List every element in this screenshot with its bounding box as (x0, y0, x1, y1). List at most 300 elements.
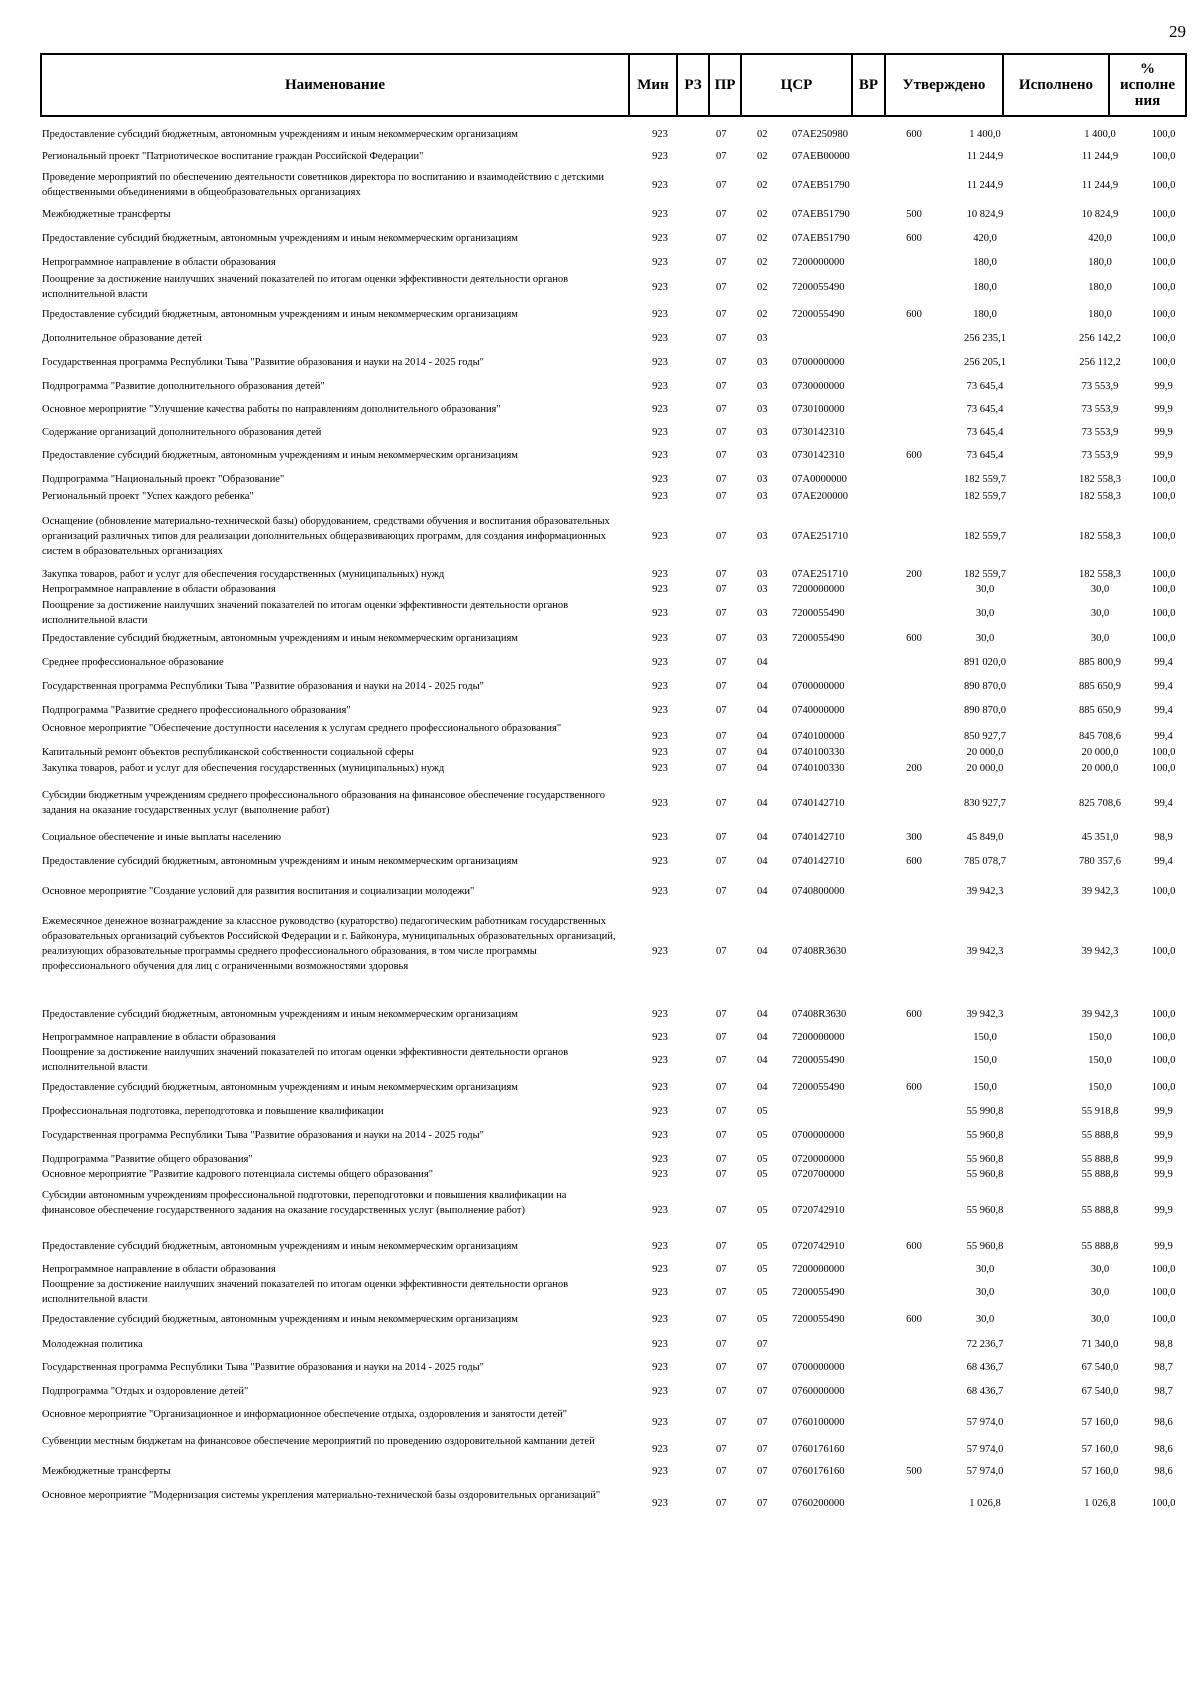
row-min: 923 (652, 1009, 668, 1020)
row-pr: 04 (757, 832, 768, 843)
row-pr: 02 (757, 180, 768, 191)
row-percent: 99,4 (1154, 856, 1173, 867)
row-percent: 100,0 (1151, 1287, 1176, 1298)
row-approved: 55 960,8 (966, 1169, 1004, 1180)
row-approved: 11 244,9 (966, 180, 1004, 191)
row-rz: 07 (716, 1169, 727, 1180)
row-executed: 57 160,0 (1081, 1417, 1119, 1428)
row-csr: 7200055490 (792, 282, 845, 293)
row-rz: 07 (716, 404, 727, 415)
row-pr: 04 (757, 1009, 768, 1020)
row-executed: 30,0 (1090, 608, 1110, 619)
row-approved: 180,0 (973, 282, 997, 293)
row-rz: 07 (716, 1498, 727, 1509)
row-rz: 07 (716, 209, 727, 220)
row-min: 923 (652, 1241, 668, 1252)
row-csr: 0740142710 (792, 798, 845, 809)
row-percent: 100,0 (1151, 474, 1176, 485)
row-min: 923 (652, 1055, 668, 1066)
row-executed: 30,0 (1090, 1287, 1110, 1298)
header-approved: Утверждено (885, 54, 1003, 116)
row-percent: 100,0 (1151, 180, 1176, 191)
row-percent: 98,9 (1154, 832, 1173, 843)
row-approved: 20 000,0 (966, 747, 1004, 758)
row-rz: 07 (716, 1130, 727, 1141)
row-approved: 182 559,7 (964, 569, 1006, 580)
row-pr: 04 (757, 856, 768, 867)
row-executed: 20 000,0 (1081, 763, 1119, 774)
row-csr: 0730000000 (792, 381, 845, 392)
row-percent: 100,0 (1151, 282, 1176, 293)
row-executed: 55 888,8 (1081, 1169, 1119, 1180)
header-percent (1109, 54, 1186, 116)
row-percent: 100,0 (1151, 1055, 1176, 1066)
row-rz: 07 (716, 491, 727, 502)
row-min: 923 (652, 1032, 668, 1043)
row-rz: 07 (716, 1106, 727, 1117)
row-rz: 07 (716, 333, 727, 344)
row-approved: 55 990,8 (966, 1106, 1004, 1117)
row-min: 923 (652, 427, 668, 438)
row-csr: 07408R3630 (792, 946, 847, 957)
row-rz: 07 (716, 282, 727, 293)
row-csr: 0730142310 (792, 427, 845, 438)
row-approved: 73 645,4 (966, 427, 1004, 438)
row-name: Государственная программа Республики Тыва "Развитие образования и науки на 2014 - 2025 годы" (42, 1362, 484, 1373)
row-vr: 500 (906, 1466, 922, 1477)
row-approved: 57 974,0 (966, 1444, 1004, 1455)
row-name: Предоставление субсидий бюджетным, автономным учреждениям и иным некоммерческим организациям (42, 1009, 518, 1020)
row-percent: 100,0 (1151, 309, 1176, 320)
row-executed: 30,0 (1090, 1314, 1110, 1325)
row-percent: 100,0 (1151, 763, 1176, 774)
row-rz: 07 (716, 1032, 727, 1043)
row-min: 923 (652, 681, 668, 692)
row-vr: 200 (906, 763, 922, 774)
row-rz: 07 (716, 1055, 727, 1066)
row-pr: 03 (757, 491, 768, 502)
row-min: 923 (652, 151, 668, 162)
row-min: 923 (652, 450, 668, 461)
row-pr: 02 (757, 309, 768, 320)
row-csr: 0760200000 (792, 1498, 845, 1509)
row-percent: 100,0 (1151, 946, 1176, 957)
row-csr: 7200000000 (792, 1032, 845, 1043)
row-name: Оснащение (обновление материально-технической базы) оборудованием, средствами обучения и воспитания образовательных организаций различных типов для реализации дополнительных общеразвивающих программ, для создания информационных систем в образовательных организациях (42, 516, 610, 557)
row-name: Среднее профессиональное образование (42, 657, 224, 668)
row-rz: 07 (716, 705, 727, 716)
header-pr: ПР (709, 54, 741, 116)
row-name: Основное мероприятие "Организационное и информационное обеспечение отдыха, оздоровления и занятости детей" (42, 1409, 568, 1420)
row-executed: 180,0 (1088, 309, 1112, 320)
row-name: Предоставление субсидий бюджетным, автономным учреждениям и иным некоммерческим организациям (42, 450, 518, 461)
row-csr: 07AE251710 (792, 569, 848, 580)
row-percent: 100,0 (1151, 608, 1176, 619)
page-number: 29 (1169, 22, 1186, 41)
row-min: 923 (652, 282, 668, 293)
row-csr: 07AEB51790 (792, 233, 850, 244)
row-executed: 67 540,0 (1081, 1362, 1119, 1373)
row-csr: 7200000000 (792, 1264, 845, 1275)
row-min: 923 (652, 491, 668, 502)
row-approved: 72 236,7 (966, 1339, 1004, 1350)
row-min: 923 (652, 1082, 668, 1093)
row-pr: 03 (757, 569, 768, 580)
row-name: Предоставление субсидий бюджетным, автономным учреждениям и иным некоммерческим организациям (42, 1241, 518, 1252)
row-csr: 7200000000 (792, 257, 845, 268)
row-min: 923 (652, 474, 668, 485)
row-rz: 07 (716, 1154, 727, 1165)
row-vr: 600 (906, 856, 922, 867)
row-min: 923 (652, 531, 668, 542)
row-vr: 600 (906, 129, 922, 140)
row-percent: 100,0 (1151, 1032, 1176, 1043)
row-rz: 07 (716, 180, 727, 191)
row-name: Предоставление субсидий бюджетным, автономным учреждениям и иным некоммерческим организациям (42, 1314, 518, 1325)
row-percent: 99,9 (1154, 1106, 1173, 1117)
row-min: 923 (652, 763, 668, 774)
row-vr: 600 (906, 450, 922, 461)
row-pr: 05 (757, 1130, 768, 1141)
row-approved: 785 078,7 (964, 856, 1006, 867)
row-approved: 890 870,0 (964, 681, 1006, 692)
row-name: Непрограммное направление в области образования (42, 584, 276, 595)
row-name: Предоставление субсидий бюджетным, автономным учреждениям и иным некоммерческим организациям (42, 1082, 518, 1093)
row-executed: 57 160,0 (1081, 1466, 1119, 1477)
row-name: Субвенции местным бюджетам на финансовое обеспечение мероприятий по проведению оздоровительной кампании детей (42, 1436, 595, 1447)
row-min: 923 (652, 798, 668, 809)
row-min: 923 (652, 569, 668, 580)
row-csr: 0740100330 (792, 747, 845, 758)
row-min: 923 (652, 633, 668, 644)
row-name: Государственная программа Республики Тыва "Развитие образования и науки на 2014 - 2025 годы" (42, 1130, 484, 1141)
header-rz: РЗ (677, 54, 709, 116)
row-percent: 100,0 (1151, 569, 1176, 580)
row-pr: 07 (757, 1386, 768, 1397)
row-executed: 57 160,0 (1081, 1444, 1119, 1455)
row-name: Межбюджетные трансферты (42, 1466, 171, 1477)
row-min: 923 (652, 886, 668, 897)
row-min: 923 (652, 832, 668, 843)
row-min: 923 (652, 1417, 668, 1428)
row-executed: 55 918,8 (1081, 1106, 1119, 1117)
row-min: 923 (652, 657, 668, 668)
row-pr: 03 (757, 404, 768, 415)
row-pr: 07 (757, 1444, 768, 1455)
row-percent: 99,9 (1154, 1169, 1173, 1180)
row-approved: 55 960,8 (966, 1130, 1004, 1141)
row-approved: 10 824,9 (966, 209, 1004, 220)
row-percent: 98,6 (1154, 1444, 1173, 1455)
row-rz: 07 (716, 427, 727, 438)
row-executed: 845 708,6 (1079, 731, 1121, 742)
row-approved: 30,0 (975, 1287, 995, 1298)
row-rz: 07 (716, 531, 727, 542)
row-executed: 1 026,8 (1084, 1498, 1116, 1509)
row-rz: 07 (716, 233, 727, 244)
row-pr: 03 (757, 474, 768, 485)
row-name: Профессиональная подготовка, переподготовка и повышение квалификации (42, 1106, 384, 1117)
header-executed: Исполнено (1003, 54, 1109, 116)
row-min: 923 (652, 1498, 668, 1509)
row-rz: 07 (716, 569, 727, 580)
row-min: 923 (652, 584, 668, 595)
row-name: Ежемесячное денежное вознаграждение за классное руководство (кураторство) педагогическим работникам государственных образовательных организаций субъектов Российской Федерации и г. Байконура, муниципальных образовательных организаций, реализующих образовательные программы среднего профессионального образования, в том числе программы профессионального обучения для лиц с ограниченными возможностями здоровья (42, 916, 616, 972)
row-name: Молодежная политика (42, 1339, 143, 1350)
row-name: Проведение мероприятий по обеспечению деятельности советников директора по воспитанию и взаимодействию с детскими общественными объединениями в общеобразовательных организациях (42, 172, 604, 198)
row-percent: 100,0 (1151, 747, 1176, 758)
row-csr: 7200055490 (792, 1055, 845, 1066)
row-name: Основное мероприятие "Развитие кадрового потенциала системы общего образования" (42, 1169, 434, 1180)
row-executed: 182 558,3 (1079, 491, 1121, 502)
row-name: Непрограммное направление в области образования (42, 1032, 276, 1043)
row-executed: 30,0 (1090, 584, 1110, 595)
row-percent: 100,0 (1151, 129, 1176, 140)
header-name: Наименование (41, 54, 629, 116)
row-min: 923 (652, 1106, 668, 1117)
row-pr: 05 (757, 1314, 768, 1325)
row-pr: 05 (757, 1241, 768, 1252)
row-vr: 600 (906, 1082, 922, 1093)
row-approved: 73 645,4 (966, 450, 1004, 461)
row-executed: 182 558,3 (1079, 569, 1121, 580)
row-min: 923 (652, 1287, 668, 1298)
row-rz: 07 (716, 1339, 727, 1350)
row-vr: 300 (906, 832, 922, 843)
row-executed: 73 553,9 (1081, 450, 1119, 461)
row-percent: 99,9 (1154, 1130, 1173, 1141)
row-percent: 99,9 (1154, 1241, 1173, 1252)
row-pr: 04 (757, 747, 768, 758)
row-vr: 200 (906, 569, 922, 580)
row-min: 923 (652, 1205, 668, 1216)
row-executed: 420,0 (1088, 233, 1112, 244)
row-csr: 7200055490 (792, 633, 845, 644)
row-approved: 57 974,0 (966, 1466, 1004, 1477)
row-name: Социальное обеспечение и иные выплаты населению (42, 832, 282, 843)
row-rz: 07 (716, 633, 727, 644)
row-executed: 39 942,3 (1081, 1009, 1119, 1020)
row-csr: 0760176160 (792, 1466, 845, 1477)
row-name: Подпрограмма "Отдых и оздоровление детей" (42, 1386, 249, 1397)
row-approved: 30,0 (975, 633, 995, 644)
row-name: Подпрограмма "Развитие дополнительного образования детей" (42, 381, 325, 392)
row-csr: 0730100000 (792, 404, 845, 415)
row-percent: 99,4 (1154, 731, 1173, 742)
row-pr: 05 (757, 1106, 768, 1117)
row-approved: 68 436,7 (966, 1362, 1004, 1373)
row-min: 923 (652, 209, 668, 220)
row-executed: 73 553,9 (1081, 427, 1119, 438)
row-rz: 07 (716, 1444, 727, 1455)
row-vr: 600 (906, 633, 922, 644)
row-executed: 11 244,9 (1081, 151, 1119, 162)
row-percent: 98,6 (1154, 1466, 1173, 1477)
row-pr: 03 (757, 381, 768, 392)
row-name: Закупка товаров, работ и услуг для обеспечения государственных (муниципальных) нужд (42, 569, 445, 580)
row-percent: 100,0 (1151, 151, 1176, 162)
row-percent: 100,0 (1151, 633, 1176, 644)
row-rz: 07 (716, 946, 727, 957)
row-rz: 07 (716, 856, 727, 867)
row-approved: 68 436,7 (966, 1386, 1004, 1397)
row-pr: 03 (757, 357, 768, 368)
row-approved: 30,0 (975, 608, 995, 619)
row-name: Подпрограмма "Национальный проект "Образование" (42, 474, 285, 485)
row-pr: 04 (757, 1032, 768, 1043)
row-rz: 07 (716, 1314, 727, 1325)
row-min: 923 (652, 180, 668, 191)
header-percent-word-2: ния (1134, 93, 1161, 109)
row-min: 923 (652, 1130, 668, 1141)
row-percent: 100,0 (1151, 584, 1176, 595)
row-approved: 55 960,8 (966, 1154, 1004, 1165)
row-name: Межбюджетные трансферты (42, 209, 171, 220)
row-approved: 11 244,9 (966, 151, 1004, 162)
row-percent: 99,9 (1154, 404, 1173, 415)
row-min: 923 (652, 747, 668, 758)
row-rz: 07 (716, 681, 727, 692)
row-csr: 07AEB51790 (792, 180, 850, 191)
row-percent: 99,9 (1154, 1205, 1173, 1216)
row-rz: 07 (716, 151, 727, 162)
row-vr: 600 (906, 233, 922, 244)
row-approved: 830 927,7 (964, 798, 1006, 809)
row-csr: 0720000000 (792, 1154, 845, 1165)
row-approved: 150,0 (973, 1055, 997, 1066)
row-approved: 30,0 (975, 584, 995, 595)
row-csr: 0740100330 (792, 763, 845, 774)
row-approved: 55 960,8 (966, 1241, 1004, 1252)
row-min: 923 (652, 404, 668, 415)
row-percent: 99,4 (1154, 657, 1173, 668)
row-csr: 07A0000000 (792, 474, 847, 485)
row-name: Основное мероприятие "Улучшение качества работы по направлениям дополнительного образования" (42, 404, 501, 415)
row-executed: 55 888,8 (1081, 1241, 1119, 1252)
row-percent: 99,4 (1154, 705, 1173, 716)
row-percent: 99,9 (1154, 1154, 1173, 1165)
row-pr: 05 (757, 1264, 768, 1275)
row-name: Предоставление субсидий бюджетным, автономным учреждениям и иным некоммерческим организациям (42, 856, 518, 867)
row-name: Закупка товаров, работ и услуг для обеспечения государственных (муниципальных) нужд (42, 763, 445, 774)
row-rz: 07 (716, 1287, 727, 1298)
row-rz: 07 (716, 1417, 727, 1428)
row-name: Предоставление субсидий бюджетным, автономным учреждениям и иным некоммерческим организациям (42, 233, 518, 244)
row-pr: 05 (757, 1287, 768, 1298)
row-executed: 150,0 (1088, 1032, 1112, 1043)
row-min: 923 (652, 1339, 668, 1350)
row-percent: 99,4 (1154, 681, 1173, 692)
row-rz: 07 (716, 381, 727, 392)
row-percent: 100,0 (1151, 1314, 1176, 1325)
row-approved: 891 020,0 (964, 657, 1006, 668)
row-rz: 07 (716, 1082, 727, 1093)
row-rz: 07 (716, 1362, 727, 1373)
row-percent: 100,0 (1151, 233, 1176, 244)
row-min: 923 (652, 731, 668, 742)
row-executed: 182 558,3 (1079, 531, 1121, 542)
row-csr: 0720742910 (792, 1205, 845, 1216)
row-vr: 600 (906, 309, 922, 320)
row-pr: 02 (757, 233, 768, 244)
row-approved: 39 942,3 (966, 946, 1004, 957)
row-executed: 256 142,2 (1079, 333, 1121, 344)
row-name: Непрограммное направление в области образования (42, 1264, 276, 1275)
row-approved: 39 942,3 (966, 886, 1004, 897)
row-csr: 07AE250980 (792, 129, 848, 140)
row-csr: 0700000000 (792, 681, 845, 692)
row-executed: 825 708,6 (1079, 798, 1121, 809)
row-rz: 07 (716, 450, 727, 461)
row-executed: 67 540,0 (1081, 1386, 1119, 1397)
row-executed: 780 357,6 (1079, 856, 1121, 867)
row-rz: 07 (716, 1241, 727, 1252)
row-rz: 07 (716, 832, 727, 843)
row-percent: 99,9 (1154, 450, 1173, 461)
row-name: Капитальный ремонт объектов республиканской собственности социальной сферы (42, 747, 414, 758)
row-pr: 05 (757, 1154, 768, 1165)
row-percent: 99,9 (1154, 427, 1173, 438)
header-percent-sign: % (1140, 61, 1155, 77)
row-name: Подпрограмма "Развитие среднего профессионального образования" (42, 705, 351, 716)
row-name: Основное мероприятие "Создание условий для развития воспитания и социализации молодежи" (42, 886, 475, 897)
row-executed: 71 340,0 (1081, 1339, 1119, 1350)
row-csr: 07AEB51790 (792, 209, 850, 220)
row-pr: 07 (757, 1466, 768, 1477)
row-name: Поощрение за достижение наилучших значений показателей по итогам оценки эффективности деятельности органов исполнительной власти (42, 600, 569, 626)
row-rz: 07 (716, 129, 727, 140)
row-csr: 0700000000 (792, 357, 845, 368)
row-name: Подпрограмма "Развитие общего образования" (42, 1154, 253, 1165)
row-csr: 0740142710 (792, 832, 845, 843)
row-executed: 55 888,8 (1081, 1154, 1119, 1165)
row-pr: 04 (757, 763, 768, 774)
table-header (40, 53, 1187, 117)
row-min: 923 (652, 333, 668, 344)
row-rz: 07 (716, 1205, 727, 1216)
row-min: 923 (652, 1169, 668, 1180)
row-name: Предоставление субсидий бюджетным, автономным учреждениям и иным некоммерческим организациям (42, 633, 518, 644)
row-approved: 182 559,7 (964, 531, 1006, 542)
row-name: Государственная программа Республики Тыва "Развитие образования и науки на 2014 - 2025 годы" (42, 357, 484, 368)
row-rz: 07 (716, 657, 727, 668)
row-percent: 100,0 (1151, 357, 1176, 368)
row-rz: 07 (716, 798, 727, 809)
row-min: 923 (652, 233, 668, 244)
row-min: 923 (652, 1466, 668, 1477)
row-approved: 420,0 (973, 233, 997, 244)
row-pr: 03 (757, 333, 768, 344)
row-percent: 100,0 (1151, 1264, 1176, 1275)
row-pr: 04 (757, 1082, 768, 1093)
row-pr: 03 (757, 633, 768, 644)
row-approved: 1 400,0 (969, 129, 1001, 140)
row-min: 923 (652, 1154, 668, 1165)
row-pr: 05 (757, 1169, 768, 1180)
row-executed: 885 650,9 (1079, 705, 1121, 716)
row-rz: 07 (716, 257, 727, 268)
row-csr: 0740800000 (792, 886, 845, 897)
row-min: 923 (652, 946, 668, 957)
row-name: Содержание организаций дополнительного образования детей (42, 427, 322, 438)
row-pr: 02 (757, 151, 768, 162)
header-percent-word-1: исполне (1120, 77, 1175, 93)
row-percent: 98,6 (1154, 1417, 1173, 1428)
row-executed: 55 888,8 (1081, 1130, 1119, 1141)
row-percent: 100,0 (1151, 333, 1176, 344)
row-min: 923 (652, 1444, 668, 1455)
row-pr: 04 (757, 1055, 768, 1066)
